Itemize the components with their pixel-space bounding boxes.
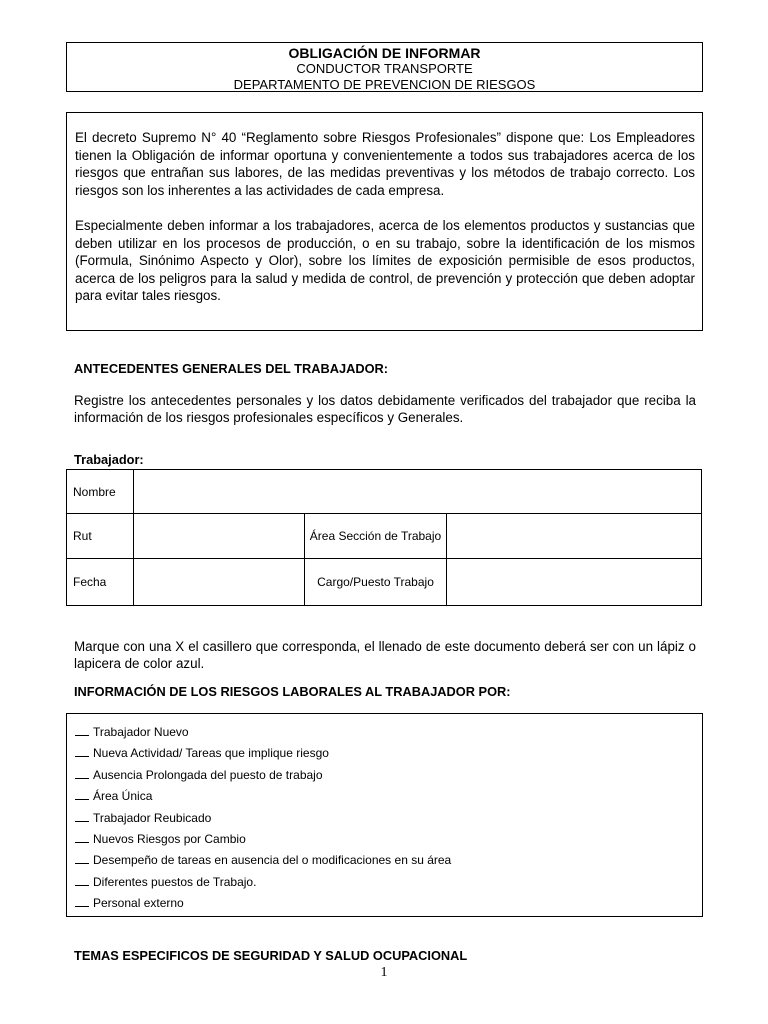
option-label: Nuevos Riesgos por Cambio	[93, 831, 246, 846]
option-label: Área Única	[93, 789, 153, 804]
option-item[interactable]	[75, 743, 702, 764]
document-title: OBLIGACIÓN DE INFORMAR	[288, 45, 481, 61]
option-label: Trabajador Reubicado	[93, 810, 212, 825]
fecha-label: Fecha	[67, 559, 134, 606]
document-subtitle: CONDUCTOR TRANSPORTE	[296, 61, 473, 76]
info-heading: INFORMACIÓN DE LOS RIESGOS LABORALES AL TRABAJADOR POR:	[74, 684, 511, 699]
cargo-label: Cargo/Puesto Trabajo	[305, 559, 447, 606]
area-field[interactable]	[447, 514, 702, 559]
checkbox-blank[interactable]	[75, 852, 89, 864]
option-label: Desempeño de tareas en ausencia del o modificaciones en su área	[93, 853, 452, 868]
option-item[interactable]	[75, 829, 702, 850]
document-header	[66, 42, 703, 92]
rut-label: Rut	[67, 514, 134, 559]
option-item[interactable]	[75, 850, 702, 871]
checkbox-blank[interactable]	[75, 745, 89, 757]
option-item[interactable]	[75, 893, 702, 914]
page-number: 1	[380, 965, 388, 980]
worker-label: Trabajador:	[74, 452, 144, 467]
options-box	[66, 713, 703, 917]
fecha-field[interactable]	[134, 559, 305, 606]
option-label: Trabajador Nuevo	[93, 725, 189, 739]
option-item[interactable]	[75, 872, 702, 893]
option-item[interactable]	[75, 808, 702, 829]
checkbox-blank[interactable]	[75, 724, 89, 736]
antecedentes-heading: ANTECEDENTES GENERALES DEL TRABAJADOR:	[74, 361, 389, 376]
worker-table	[66, 469, 702, 606]
temas-heading: TEMAS ESPECIFICOS DE SEGURIDAD Y SALUD OCUPACIONAL	[74, 948, 468, 963]
checkbox-blank[interactable]	[75, 831, 89, 843]
instructions-text: Marque con una X el casillero que corresponda, el llenado de este documento deberá ser con un lápiz o lapicera de color azul.	[74, 639, 696, 671]
checkbox-blank[interactable]	[75, 874, 89, 886]
antecedentes-text: Registre los antecedentes personales y los datos debidamente verificados del trabajador que reciba la información de los riesgos profesionales específicos y Generales.	[74, 393, 696, 425]
nombre-label: Nombre	[67, 470, 134, 514]
option-label: Personal externo	[93, 896, 184, 911]
intro-box	[66, 112, 703, 331]
option-item[interactable]	[75, 786, 702, 807]
department-name: DEPARTAMENTO DE PREVENCION DE RIESGOS	[233, 77, 536, 92]
checkbox-blank[interactable]	[75, 767, 89, 779]
rut-field[interactable]	[134, 514, 305, 559]
nombre-field[interactable]	[134, 470, 702, 514]
checkbox-blank[interactable]	[75, 895, 89, 907]
checkbox-blank[interactable]	[75, 810, 89, 822]
intro-paragraph-2: Especialmente deben informar a los trabajadores, acerca de los elementos productos y sustancias que deben utilizar en los procesos de producción, o en su trabajo, sobre la identificación de los mismos (Formula, Sinónimo Aspecto y Olor), sobre los límites de exposición permisible de esos productos, acerca de los peligros para la salud y medida de control, de prevención y protección que deben adoptar para evitar tales riesgos.	[75, 218, 695, 303]
option-label: Nueva Actividad/ Tareas que implique riesgo	[93, 746, 329, 761]
checkbox-blank[interactable]	[75, 788, 89, 800]
option-item[interactable]	[75, 722, 702, 743]
cargo-field[interactable]	[447, 559, 702, 606]
option-label: Ausencia Prolongada del puesto de trabajo	[93, 767, 323, 782]
intro-paragraph-1: El decreto Supremo N° 40 “Reglamento sobre Riesgos Profesionales” dispone que: Los Empleadores tienen la Obligación de informar oportuna y convenientemente a todos sus trabajadores acerca de los riesgos que entrañan sus labores, de las medidas preventivas y los métodos de trabajo correcto. Los riesgos son los inherentes a las actividades de cada empresa.	[75, 130, 695, 198]
option-label: Diferentes puestos de Trabajo.	[93, 874, 257, 889]
option-item[interactable]	[75, 765, 702, 786]
area-label: Área Sección de Trabajo	[305, 514, 447, 559]
